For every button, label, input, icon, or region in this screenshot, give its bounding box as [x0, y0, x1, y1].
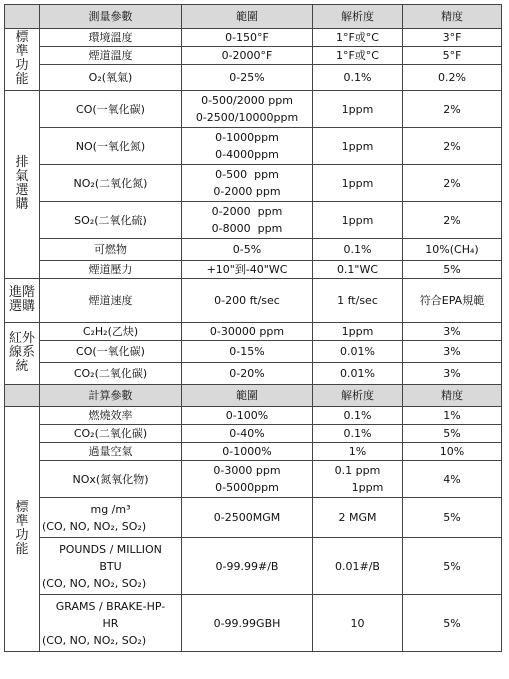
resolution-cell: 10: [313, 595, 403, 652]
param-line: mg /m³: [90, 502, 131, 516]
table-row: [5, 47, 502, 65]
resolution-cell: 1ppm: [313, 323, 403, 341]
resolution-cell: 1%: [313, 443, 403, 461]
accuracy-cell: 0.2%: [403, 65, 502, 91]
range-cell: 0-99.99GBH: [182, 595, 313, 652]
param-cell: [40, 498, 182, 538]
resolution-cell: 0.1%: [313, 425, 403, 443]
resolution-cell: 1°F或°C: [313, 47, 403, 65]
param-line: GRAMS / BRAKE-HP-: [55, 599, 166, 613]
range-line: 0-1000ppm: [215, 131, 279, 144]
resolution-cell: [313, 461, 403, 498]
header-blank: [5, 385, 40, 407]
table-row: [5, 323, 502, 341]
header-accuracy: 精度: [403, 5, 502, 29]
header-row-measure: [5, 5, 502, 29]
param-cell: NOx(氮氧化物): [40, 461, 182, 498]
range-cell: [182, 461, 313, 498]
range-line: 0-2500/10000ppm: [195, 111, 299, 124]
table-row: [5, 261, 502, 279]
resolution-cell: 0.01#/B: [313, 538, 403, 595]
range-cell: 0-200 ft/sec: [182, 279, 313, 323]
resolution-cell: 1°F或°C: [313, 29, 403, 47]
accuracy-cell: 2%: [403, 202, 502, 239]
param-line: (CO, NO, NO₂, SO₂): [42, 576, 147, 590]
param-cell: [40, 595, 182, 652]
header-param: 測量參數: [40, 5, 182, 29]
range-cell: 0-15%: [182, 341, 313, 363]
accuracy-cell: 3%: [403, 341, 502, 363]
param-cell: 燃燒效率: [40, 407, 182, 425]
header-range: 範圍: [182, 385, 313, 407]
table-row: [5, 202, 502, 239]
range-cell: 0-25%: [182, 65, 313, 91]
table-row: [5, 538, 502, 595]
param-cell: CO₂(二氧化碳): [40, 363, 182, 385]
resolution-cell: 1ppm: [313, 165, 403, 202]
resolution-cell: 1 ft/sec: [313, 279, 403, 323]
accuracy-cell: 3%: [403, 323, 502, 341]
resolution-cell: 2 MGM: [313, 498, 403, 538]
table-row: [5, 165, 502, 202]
header-param: 計算參數: [40, 385, 182, 407]
param-cell: 煙道溫度: [40, 47, 182, 65]
param-line: BTU: [99, 559, 122, 573]
range-cell: 0-150°F: [182, 29, 313, 47]
accuracy-cell: 5%: [403, 425, 502, 443]
accuracy-cell: 5%: [403, 538, 502, 595]
table-row: [5, 595, 502, 652]
range-cell: [182, 165, 313, 202]
accuracy-cell: 3%: [403, 363, 502, 385]
range-cell: 0-1000%: [182, 443, 313, 461]
group-label-calc: 標準功能: [5, 407, 40, 652]
resolution-cell: 0.01%: [313, 341, 403, 363]
resolution-cell: 1ppm: [313, 128, 403, 165]
table-row: [5, 498, 502, 538]
accuracy-cell: 1%: [403, 407, 502, 425]
param-cell: CO₂(二氧化碳): [40, 425, 182, 443]
resolution-cell: 0.1%: [313, 407, 403, 425]
resolution-cell: 0.1%: [313, 239, 403, 261]
accuracy-cell: 2%: [403, 91, 502, 128]
resolution-line: 1ppm: [351, 481, 384, 494]
range-cell: 0-40%: [182, 425, 313, 443]
range-cell: [182, 202, 313, 239]
param-cell: O₂(氧氣): [40, 65, 182, 91]
accuracy-cell: 5°F: [403, 47, 502, 65]
accuracy-cell: 5%: [403, 595, 502, 652]
spec-table: [4, 4, 502, 652]
range-cell: 0-5%: [182, 239, 313, 261]
group-label-advanced: 進階選購: [5, 279, 40, 323]
param-cell: NO(一氧化氮): [40, 128, 182, 165]
table-row: [5, 407, 502, 425]
header-resolution: 解析度: [313, 5, 403, 29]
param-cell: 過量空氣: [40, 443, 182, 461]
param-line: (CO, NO, NO₂, SO₂): [42, 519, 147, 533]
range-cell: +10"到-40"WC: [182, 261, 313, 279]
table-row: [5, 279, 502, 323]
header-range: 範圍: [182, 5, 313, 29]
range-cell: 0-30000 ppm: [182, 323, 313, 341]
range-line: 0-4000ppm: [215, 148, 279, 161]
accuracy-cell: 3°F: [403, 29, 502, 47]
range-line: 0-2000 ppm: [211, 205, 283, 218]
header-accuracy: 精度: [403, 385, 502, 407]
group-label-standard: 標準功能: [5, 29, 40, 91]
param-cell: CO(一氧化碳): [40, 341, 182, 363]
resolution-cell: 0.1%: [313, 65, 403, 91]
header-resolution: 解析度: [313, 385, 403, 407]
param-line: POUNDS / MILLION: [59, 542, 162, 556]
range-cell: [182, 128, 313, 165]
table-row: [5, 29, 502, 47]
param-cell: 可燃物: [40, 239, 182, 261]
range-cell: 0-99.99#/B: [182, 538, 313, 595]
resolution-cell: 0.01%: [313, 363, 403, 385]
param-cell: 煙道速度: [40, 279, 182, 323]
group-label-infrared: 紅外線系統: [5, 323, 40, 385]
table-row: [5, 425, 502, 443]
range-cell: 0-2000°F: [182, 47, 313, 65]
range-line: 0-8000 ppm: [211, 222, 283, 235]
range-line: 0-3000 ppm: [213, 464, 281, 477]
header-row-calc: [5, 385, 502, 407]
accuracy-cell: 2%: [403, 128, 502, 165]
param-cell: C₂H₂(乙炔): [40, 323, 182, 341]
table-row: [5, 65, 502, 91]
accuracy-cell: 5%: [403, 498, 502, 538]
table-row: [5, 91, 502, 128]
resolution-cell: 0.1"WC: [313, 261, 403, 279]
param-cell: 煙道壓力: [40, 261, 182, 279]
group-label-optional: 排氣選購: [5, 91, 40, 279]
accuracy-cell: 10%: [403, 443, 502, 461]
resolution-cell: 1ppm: [313, 202, 403, 239]
table-row: [5, 128, 502, 165]
param-cell: NO₂(二氧化氮): [40, 165, 182, 202]
param-cell: SO₂(二氧化硫): [40, 202, 182, 239]
accuracy-cell: 5%: [403, 261, 502, 279]
param-line: HR: [102, 616, 119, 630]
range-line: 0-2000 ppm: [213, 185, 281, 198]
table-row: [5, 363, 502, 385]
param-cell: CO(一氧化碳): [40, 91, 182, 128]
range-line: 0-5000ppm: [215, 481, 279, 494]
accuracy-cell: 符合EPA規範: [403, 279, 502, 323]
range-line: 0-500/2000 ppm: [201, 94, 293, 107]
range-line: 0-500 ppm: [215, 168, 279, 181]
accuracy-cell: 4%: [403, 461, 502, 498]
accuracy-cell: 10%(CH₄): [403, 239, 502, 261]
range-cell: [182, 91, 313, 128]
resolution-cell: 1ppm: [313, 91, 403, 128]
resolution-line: 0.1 ppm: [334, 464, 381, 477]
range-cell: 0-20%: [182, 363, 313, 385]
range-cell: 0-100%: [182, 407, 313, 425]
param-cell: 環境溫度: [40, 29, 182, 47]
table-row: [5, 341, 502, 363]
table-row: [5, 443, 502, 461]
param-line: (CO, NO, NO₂, SO₂): [42, 633, 147, 647]
param-cell: [40, 538, 182, 595]
table-row: [5, 461, 502, 498]
accuracy-cell: 2%: [403, 165, 502, 202]
table-row: [5, 239, 502, 261]
header-blank: [5, 5, 40, 29]
range-cell: 0-2500MGM: [182, 498, 313, 538]
